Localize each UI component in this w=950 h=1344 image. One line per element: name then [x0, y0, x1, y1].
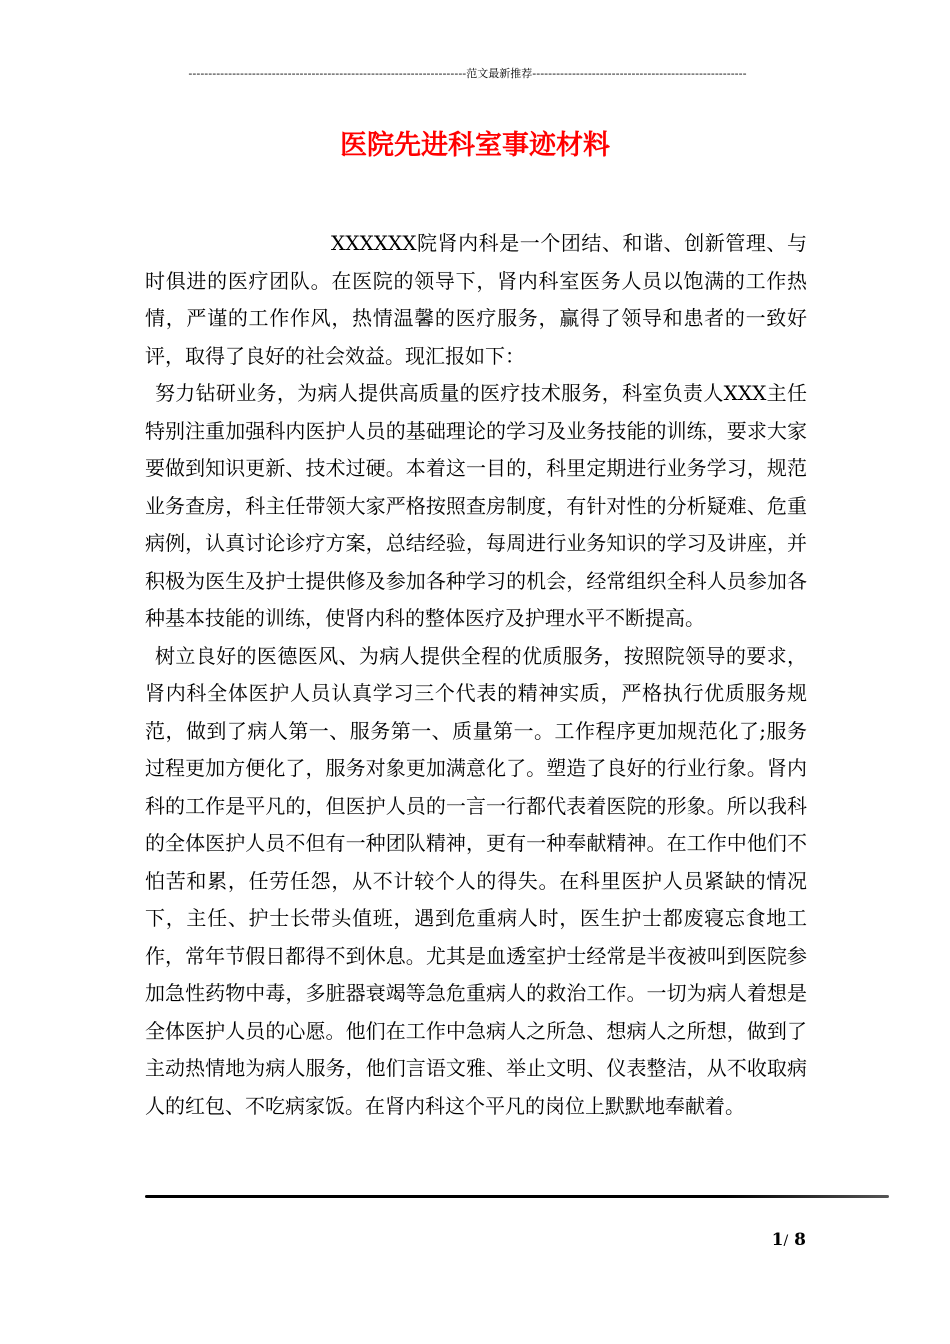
document-body — [145, 225, 807, 1125]
page-current: 1 — [771, 1230, 784, 1250]
document-title: 医院先进科室事迹材料 — [340, 130, 610, 161]
page-separator: / — [783, 1233, 789, 1249]
footer-divider — [145, 1195, 889, 1198]
page-total: 8 — [794, 1230, 806, 1250]
paragraph-medical-ethics: 树立良好的医德医风、为病人提供全程的优质服务，按照院领导的要求，肾内科全体医护人员认真学习三个代表的精神实质，严格执行优质服务规范，做到了病人第一、服务第一、质量第一。工作程序更加规范化了;服务过程更加方便化了，服务对象更加满意化了。塑造了良好的行业行象。肾内科的工作是平凡的，但医护人员的一言一行都代表着医院的形象。所以我科的全体医护人员不但有一种团队精神，更有一种奉献精神。在工作中他们不怕苦和累，任劳任怨，从不计较个人的得失。在科里医护人员紧缺的情况下，主任、护士长带头值班，遇到危重病人时，医生护士都废寝忘食地工作，常年节假日都得不到休息。尤其是血透室护士经常是半夜被叫到医院参加急性药物中毒，多脏器衰竭等急危重病人的救治工作。一切为病人着想是全体医护人员的心愿。他们在工作中急病人之所急、想病人之所想，做到了主动热情地为病人服务，他们言语文雅、举止文明、仪表整洁，从不收取病人的红包、不吃病家饭。在肾内科这个平凡的岗位上默默地奉献着。 — [145, 643, 807, 1118]
header-banner: ----------------------------------------------------------------------范文最新推荐------------------------------------------------------ — [188, 67, 747, 80]
paragraph-professional-skills: 努力钻研业务，为病人提供高质量的医疗技术服务，科室负责人XXX主任特别注重加强科内医护人员的基础理论的学习及业务技能的训练，要求大家要做到知识更新、技术过硬。本着这一目的，科里定期进行业务学习，规范业务查房，科主任带领大家严格按照查房制度，有针对性的分析疑难、危重病例，认真讨论诊疗方案，总结经验，每周进行业务知识的学习及讲座，并积极为医生及护士提供修及参加各种学习的机会，经常组织全科人员参加各种基本技能的训练，使肾内科的整体医疗及护理水平不断提高。 — [145, 381, 807, 630]
page-number — [772, 1228, 806, 1253]
paragraph-intro: XXXXXX院肾内科是一个团结、和谐、创新管理、与时俱进的医疗团队。在医院的领导下，肾内科室医务人员以饱满的工作热情，严谨的工作作风，热情温馨的医疗服务，赢得了领导和患者的一致好评，取得了良好的社会效益。现汇报如下： — [145, 231, 807, 368]
